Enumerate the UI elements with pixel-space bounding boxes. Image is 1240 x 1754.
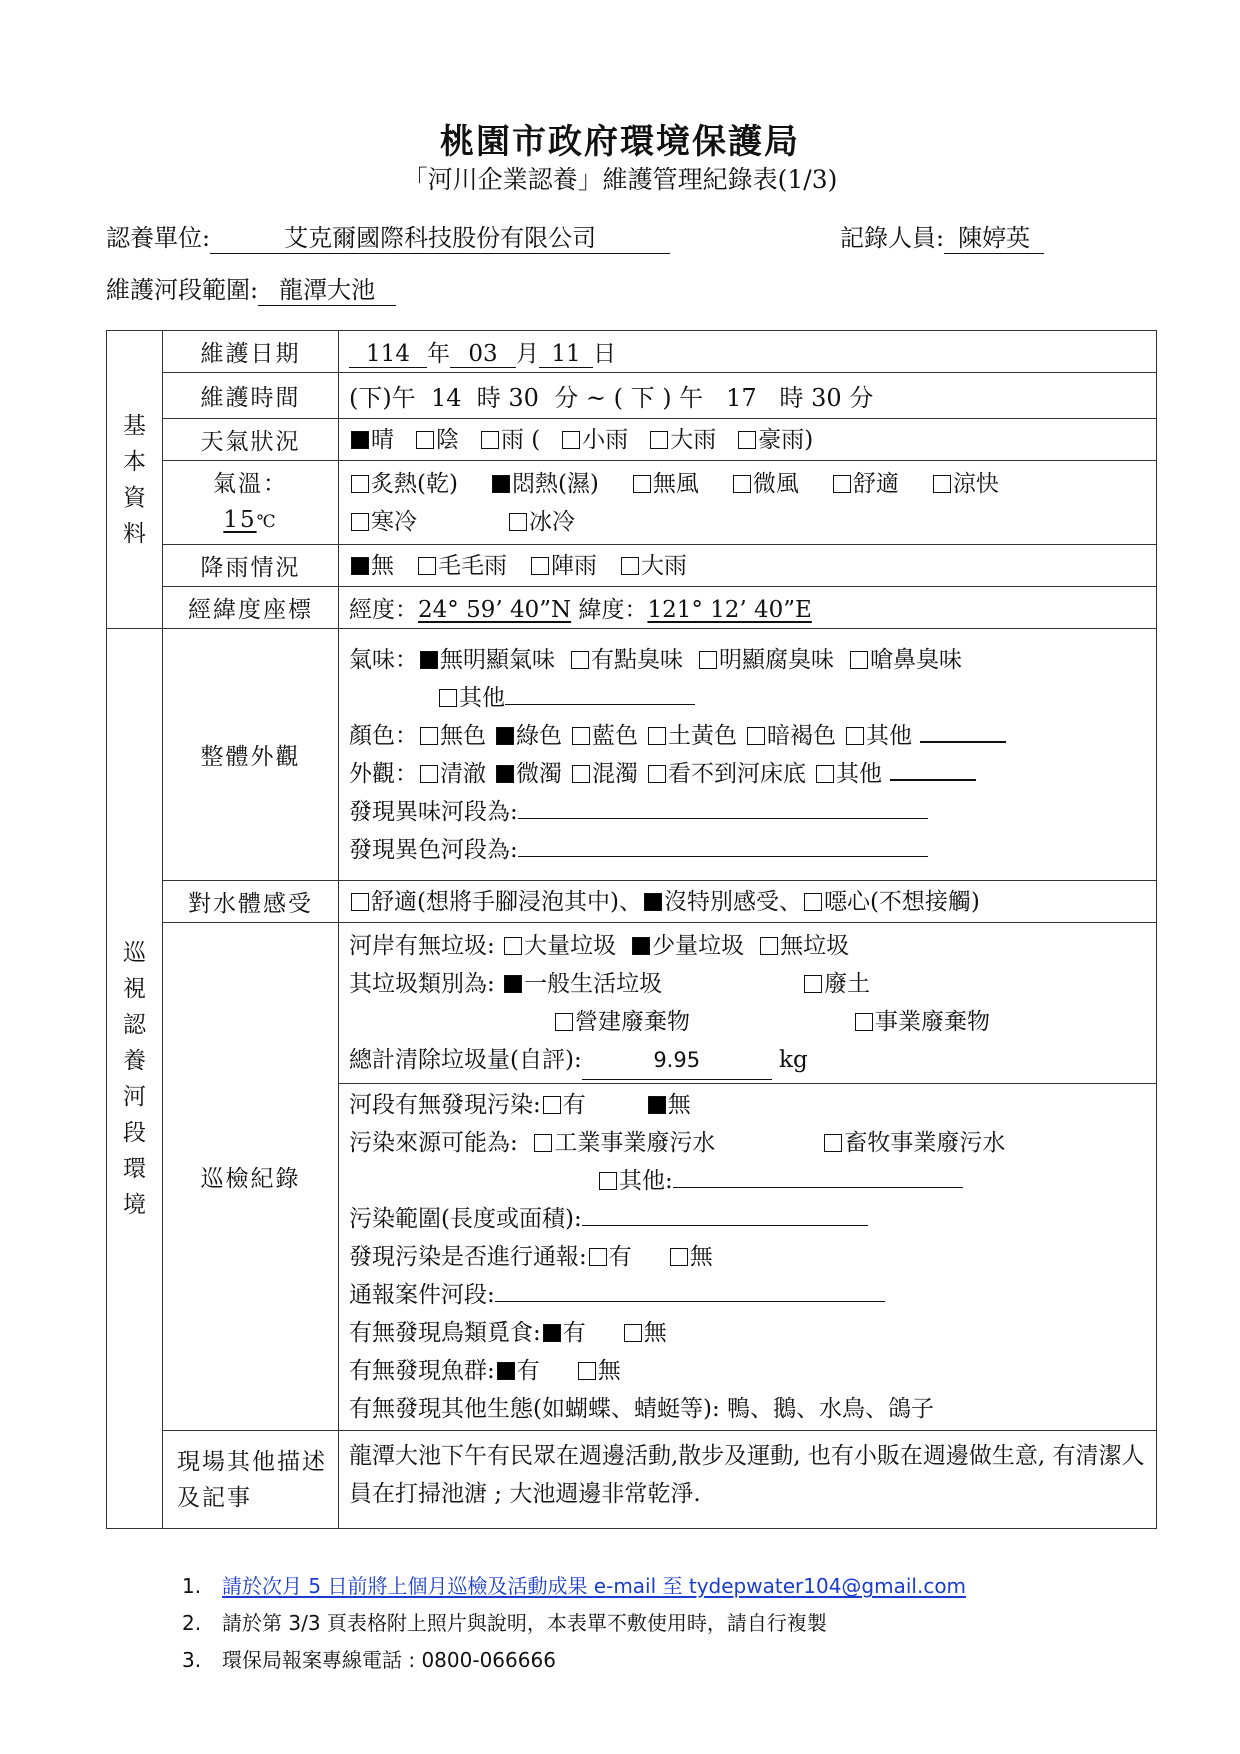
checkbox-icon[interactable]: [496, 727, 514, 745]
option-label: 大量垃圾: [524, 933, 617, 959]
extent-label: 污染範圍(長度或面積):: [349, 1206, 582, 1232]
checkbox-icon[interactable]: [846, 727, 864, 745]
report-section-label: 通報案件河段:: [349, 1282, 495, 1308]
lat-label: 緯度：: [578, 597, 648, 623]
checkbox-icon[interactable]: [351, 475, 369, 493]
option-color-options-4[interactable]: [745, 723, 836, 749]
option-weather-options-2[interactable]: [479, 427, 540, 453]
option-label: 有: [562, 1092, 586, 1118]
year-unit: 年: [427, 341, 450, 367]
option-label: 噁心(不想接觸): [823, 888, 980, 915]
option-source-options-0[interactable]: [532, 1130, 715, 1156]
option-look-options-2[interactable]: [570, 761, 638, 787]
section-patrol: [107, 629, 163, 1529]
option-pollution-options-1[interactable]: [646, 1092, 691, 1118]
option-weather-options-3[interactable]: [560, 427, 628, 453]
temp-value: 15: [223, 506, 257, 533]
option-label: 無明顯氣味: [440, 646, 555, 673]
checkbox-icon[interactable]: [578, 1362, 596, 1380]
option-look-options-0[interactable]: [418, 761, 486, 787]
option-smell-options-0[interactable]: [418, 647, 555, 673]
option-label: 豪雨): [758, 426, 814, 453]
option-label: 沒特別感受、: [663, 888, 802, 915]
checkbox-icon[interactable]: [599, 1172, 617, 1190]
option-look-options-4[interactable]: [814, 761, 882, 787]
appearance-label: 整體外觀: [163, 629, 339, 881]
option-label: 有: [562, 1320, 586, 1346]
month-unit: 月: [516, 341, 539, 367]
option-smell-options-4[interactable]: [437, 685, 505, 711]
coord-cell: [339, 587, 1157, 629]
eco-label: 有無發現其他生態(如蝴蝶、蜻蜓等):: [349, 1396, 720, 1422]
checkbox-icon[interactable]: [644, 893, 662, 911]
odd-smell-label: 發現異味河段為:: [349, 798, 518, 825]
trash-block: [339, 923, 1156, 1084]
option-fish-options-1[interactable]: [576, 1358, 621, 1384]
checkbox-icon[interactable]: [824, 1134, 842, 1152]
checkbox-icon[interactable]: [670, 1248, 688, 1266]
option-color-options-2[interactable]: [570, 723, 638, 749]
checkbox-icon[interactable]: [933, 475, 951, 493]
option-label: 其他: [836, 760, 882, 787]
eco-value: 鴨、鵝、水鳥、鴿子: [727, 1396, 935, 1422]
date-label: 維護日期: [163, 331, 339, 373]
option-look-options-1[interactable]: [494, 761, 562, 787]
other-text: 龍潭大池下午有民眾在週邊活動,散步及運動, 也有小販在週邊做生意, 有清潔人員在打掃池溏 ; 大池週邊非常乾淨.: [339, 1431, 1157, 1529]
option-label: 有點臭味: [591, 646, 683, 673]
option-label: 無: [597, 1358, 621, 1384]
checkbox-icon[interactable]: [733, 475, 751, 493]
option-trash-options-0[interactable]: [502, 933, 616, 959]
pollution-label: 河段有無發現污染:: [349, 1092, 541, 1118]
recorder-row: [840, 218, 1044, 254]
checkbox-icon[interactable]: [555, 1013, 573, 1031]
trash-total-unit: kg: [779, 1047, 808, 1073]
option-label: 事業廢棄物: [875, 1009, 990, 1035]
option-label: 小雨: [582, 426, 629, 453]
trash-total-label: 總計清除垃圾量(自評):: [349, 1047, 582, 1073]
option-label: 明顯腐臭味: [719, 646, 834, 673]
checkbox-icon[interactable]: [543, 1324, 561, 1342]
option-label: 無色: [440, 722, 486, 749]
option-label: 其他: [866, 722, 912, 749]
checkbox-icon[interactable]: [351, 431, 369, 449]
checkbox-icon[interactable]: [816, 765, 834, 783]
checkbox-icon[interactable]: [504, 975, 522, 993]
checkbox-icon[interactable]: [439, 689, 457, 707]
form-title: 桃園市政府環境保護局: [440, 122, 800, 162]
option-report-options-0[interactable]: [587, 1244, 632, 1270]
option-temp-options-2[interactable]: [631, 471, 699, 497]
checkbox-icon[interactable]: [632, 937, 650, 955]
temp-cell: [163, 461, 339, 545]
other-label: 現場其他描述及記事: [163, 1431, 339, 1529]
option-trash-types-0[interactable]: [502, 971, 662, 997]
trash-label: 河岸有無垃圾:: [349, 933, 495, 959]
checkbox-icon[interactable]: [650, 431, 668, 449]
record-table: [106, 330, 1157, 1529]
odd-color-label: 發現異色河段為:: [349, 836, 518, 863]
option-label: 有: [516, 1358, 540, 1384]
checkbox-icon[interactable]: [804, 975, 822, 993]
option-color-options-3[interactable]: [646, 723, 737, 749]
option-feel-options-2[interactable]: [802, 889, 980, 915]
checkbox-icon[interactable]: [850, 651, 868, 669]
checkbox-icon[interactable]: [504, 937, 522, 955]
option-label: 陰: [436, 426, 459, 453]
option-label: 冰冷: [529, 508, 575, 535]
checkbox-icon[interactable]: [351, 893, 369, 911]
option-label: 無: [643, 1320, 667, 1346]
checkbox-icon[interactable]: [572, 727, 590, 745]
option-label: 廢土: [824, 971, 871, 997]
option-label: 混濁: [592, 760, 638, 787]
option-label: 舒適(想將手腳浸泡其中)、: [371, 888, 642, 915]
option-source-options-2[interactable]: [597, 1168, 673, 1194]
option-label: 寒冷: [371, 508, 417, 535]
checkbox-icon[interactable]: [534, 1134, 552, 1152]
option-look-options-3[interactable]: [646, 761, 806, 787]
weather-label: 天氣狀況: [163, 419, 339, 461]
fish-label: 有無發現魚群:: [349, 1358, 495, 1384]
option-label: 舒適: [852, 470, 899, 497]
checkbox-icon[interactable]: [418, 557, 436, 575]
lon-label: 經度：: [349, 597, 418, 623]
date-month: 03: [450, 341, 516, 368]
option-temp-options-6[interactable]: [349, 509, 417, 535]
checkbox-icon[interactable]: [621, 557, 639, 575]
trash-total-value: 9.95: [582, 1041, 772, 1080]
checkbox-icon[interactable]: [509, 513, 527, 531]
option-weather-options-4[interactable]: [648, 427, 716, 453]
checkbox-icon[interactable]: [633, 475, 651, 493]
option-temp-options-1[interactable]: [490, 471, 599, 497]
checkbox-icon[interactable]: [833, 475, 851, 493]
checkbox-icon[interactable]: [420, 727, 438, 745]
option-smell-options-2[interactable]: [697, 647, 834, 673]
trash-type-label: 其垃圾類別為:: [349, 971, 495, 997]
option-rain-options-2[interactable]: [529, 553, 597, 579]
coord-label: 經緯度座標: [163, 587, 339, 629]
report-label: 發現污染是否進行通報:: [349, 1244, 587, 1270]
checkbox-icon[interactable]: [699, 651, 717, 669]
option-label: 雨 (: [501, 426, 541, 453]
date-cell: [339, 331, 1157, 373]
option-feel-options-0[interactable]: [349, 889, 642, 915]
section-basic: [107, 331, 163, 629]
option-weather-options-0[interactable]: [349, 427, 394, 453]
option-color-options-1[interactable]: [494, 723, 562, 749]
lon-value: 24° 59’ 40”N: [418, 597, 572, 623]
feel-options: [339, 881, 1157, 923]
checkbox-icon[interactable]: [804, 893, 822, 911]
option-label: 工業事業廢污水: [554, 1130, 716, 1156]
inspection-label: 巡檢紀錄: [163, 923, 339, 1431]
unit-value: 艾克爾國際科技股份有限公司: [210, 218, 670, 254]
option-label: 陣雨: [551, 552, 597, 579]
temp-options: [339, 461, 1157, 545]
temp-label: 氣溫：: [213, 470, 288, 497]
checkbox-icon[interactable]: [351, 513, 369, 531]
option-label: 涼快: [952, 470, 999, 497]
option-temp-options-0[interactable]: [349, 471, 458, 497]
checkbox-icon[interactable]: [624, 1324, 642, 1342]
option-trash-types-3[interactable]: [853, 1009, 990, 1035]
option-label: 大雨: [670, 426, 717, 453]
option-color-options-0[interactable]: [418, 723, 486, 749]
form-subtitle: 「河川企業認養」維護管理紀錄表(1/3): [402, 165, 838, 194]
feel-label: 對水體感受: [163, 881, 339, 923]
date-year: 114: [349, 341, 427, 368]
option-color-options-5[interactable]: [844, 723, 912, 749]
option-label: 微濁: [516, 760, 562, 787]
option-temp-options-3[interactable]: [731, 471, 799, 497]
option-label: 綠色: [516, 722, 562, 749]
option-label: 大雨: [641, 552, 687, 579]
option-label: 有: [608, 1244, 632, 1270]
option-label: 無: [689, 1244, 713, 1270]
date-day: 11: [539, 341, 593, 368]
option-weather-options-1[interactable]: [414, 427, 459, 453]
checkbox-icon[interactable]: [496, 765, 514, 783]
checkbox-icon[interactable]: [855, 1013, 873, 1031]
option-label: 清澈: [440, 760, 486, 787]
option-trash-options-2[interactable]: [758, 933, 849, 959]
option-feel-options-1[interactable]: [642, 889, 802, 915]
option-label: 一般生活垃圾: [524, 971, 663, 997]
option-label: 其他:: [619, 1168, 673, 1194]
checkbox-icon[interactable]: [481, 431, 499, 449]
section-basic-label: 基本資料: [123, 412, 146, 547]
source-label: 污染來源可能為:: [349, 1130, 518, 1156]
checkbox-icon[interactable]: [589, 1248, 607, 1266]
option-label: 藍色: [592, 722, 638, 749]
option-label: 少量垃圾: [652, 933, 745, 959]
option-label: 嗆鼻臭味: [870, 646, 962, 673]
option-trash-options-1[interactable]: [630, 933, 744, 959]
option-pollution-options-0[interactable]: [541, 1092, 586, 1118]
appearance-cell: [339, 629, 1157, 881]
option-label: 營建廢棄物: [575, 1009, 690, 1035]
option-label: 無垃圾: [780, 933, 850, 959]
checkbox-icon[interactable]: [492, 475, 510, 493]
checkbox-icon[interactable]: [572, 765, 590, 783]
checkbox-icon[interactable]: [760, 937, 778, 955]
option-trash-types-1[interactable]: [802, 971, 870, 997]
day-unit: 日: [593, 341, 616, 367]
checkbox-icon[interactable]: [648, 1096, 666, 1114]
option-fish-options-0[interactable]: [495, 1358, 540, 1384]
birds-label: 有無發現鳥類覓食:: [349, 1320, 541, 1346]
option-birds-options-0[interactable]: [541, 1320, 586, 1346]
checkbox-icon[interactable]: [571, 651, 589, 669]
checkbox-icon[interactable]: [420, 651, 438, 669]
option-label: 畜牧事業廢污水: [844, 1130, 1006, 1156]
weather-options: [339, 419, 1157, 461]
time-label: 維護時間: [163, 373, 339, 419]
rain-label: 降雨情況: [163, 545, 339, 587]
option-label: 晴: [371, 426, 394, 453]
option-report-options-1[interactable]: [668, 1244, 713, 1270]
option-source-options-1[interactable]: [822, 1130, 1005, 1156]
unit-row: [106, 218, 670, 254]
option-label: 土黃色: [668, 722, 737, 749]
option-smell-options-1[interactable]: [569, 647, 683, 673]
color-label: 顏色：: [349, 722, 418, 749]
unit-label: 認養單位:: [106, 224, 211, 252]
range-row: [106, 270, 396, 306]
option-label: 無: [371, 552, 394, 579]
option-temp-options-4[interactable]: [831, 471, 899, 497]
checkbox-icon[interactable]: [648, 727, 666, 745]
option-smell-options-3[interactable]: [848, 647, 962, 673]
checkbox-icon[interactable]: [738, 431, 756, 449]
checkbox-icon[interactable]: [497, 1362, 515, 1380]
option-label: 暗褐色: [767, 722, 836, 749]
range-label: 維護河段範圍:: [106, 276, 259, 304]
section-patrol-label: 巡視認養河段環境: [123, 939, 146, 1218]
time-value: (下)午 14 時 30 分 ~ ( 下 ) 午 17 時 30 分: [339, 373, 1157, 419]
option-label: 毛毛雨: [438, 552, 507, 579]
option-label: 悶熱(濕): [511, 470, 599, 497]
checkbox-icon[interactable]: [648, 765, 666, 783]
recorder-value: 陳婷英: [944, 218, 1044, 254]
lat-value: 121° 12’ 40”E: [647, 597, 812, 623]
inspection-cell: [339, 923, 1157, 1431]
option-label: 炙熱(乾): [371, 470, 458, 497]
look-label: 外觀：: [349, 760, 418, 787]
option-temp-options-7[interactable]: [507, 509, 575, 535]
option-trash-types-2[interactable]: [553, 1009, 690, 1035]
checkbox-icon[interactable]: [420, 765, 438, 783]
option-rain-options-1[interactable]: [416, 553, 507, 579]
option-label: 看不到河床底: [668, 760, 806, 787]
temp-unit: ℃: [256, 511, 278, 532]
option-label: 無風: [652, 470, 699, 497]
option-rain-options-3[interactable]: [619, 553, 687, 579]
option-label: 無: [667, 1092, 691, 1118]
checkbox-icon[interactable]: [416, 431, 434, 449]
option-temp-options-5[interactable]: [931, 471, 999, 497]
checkbox-icon[interactable]: [351, 557, 369, 575]
option-label: 微風: [752, 470, 799, 497]
range-value: 龍潭大池: [258, 270, 396, 306]
rain-options: [339, 545, 1157, 587]
checkbox-icon[interactable]: [543, 1096, 561, 1114]
recorder-label: 記錄人員:: [840, 224, 945, 252]
option-label: 其他: [459, 684, 505, 711]
checkbox-icon[interactable]: [531, 557, 549, 575]
smell-label: 氣味：: [349, 646, 418, 673]
pollution-block: [339, 1084, 1156, 1430]
checkbox-icon[interactable]: [562, 431, 580, 449]
option-rain-options-0[interactable]: [349, 553, 394, 579]
checkbox-icon[interactable]: [747, 727, 765, 745]
option-birds-options-1[interactable]: [622, 1320, 667, 1346]
option-weather-options-5[interactable]: [736, 427, 813, 453]
